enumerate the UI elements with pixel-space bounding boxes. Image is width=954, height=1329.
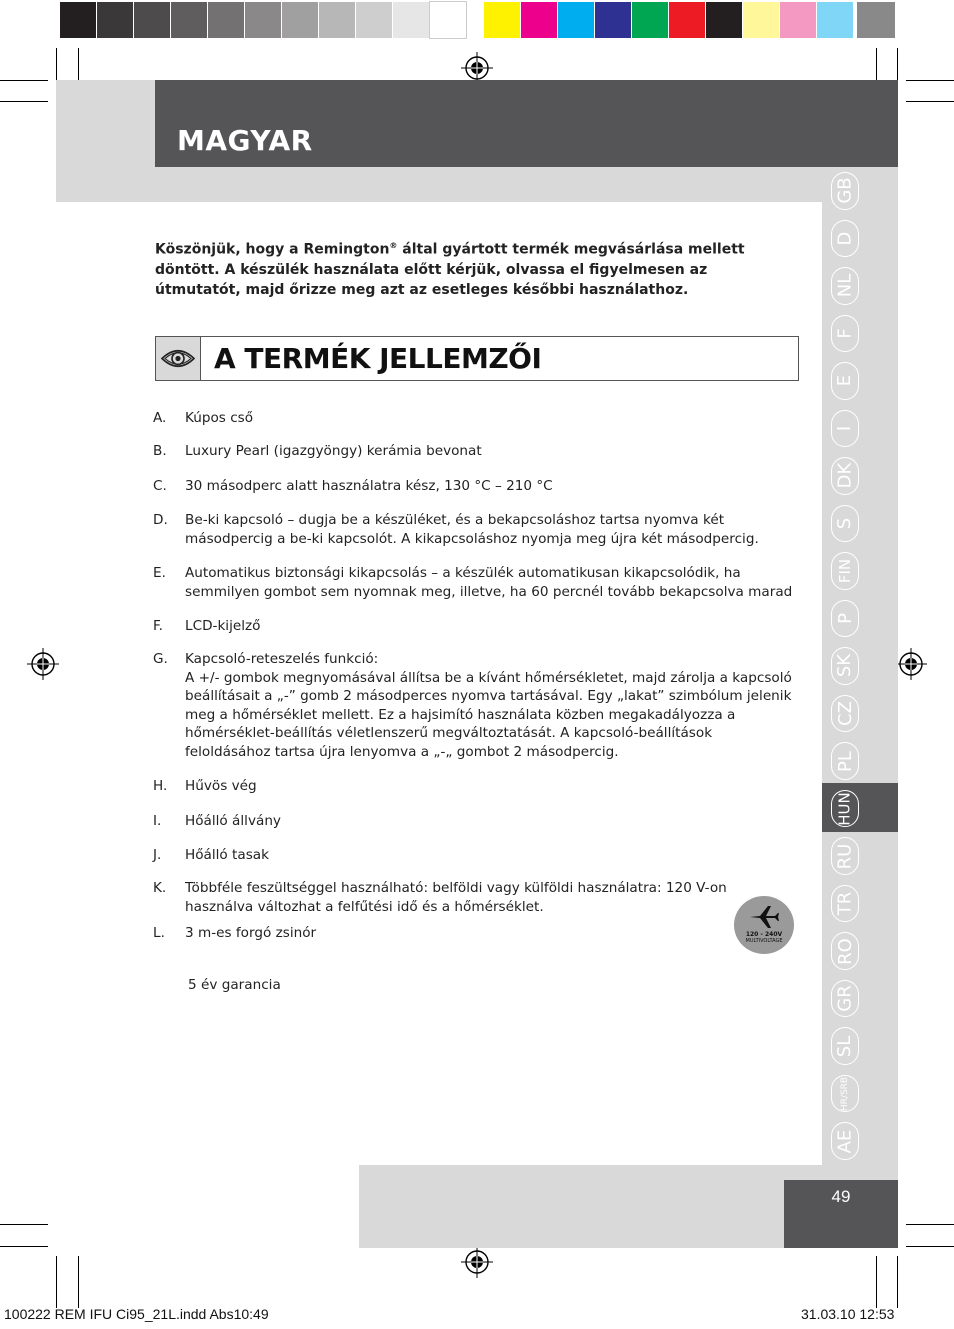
language-tab-label: RU bbox=[834, 843, 856, 869]
color-swatch bbox=[558, 2, 594, 38]
color-swatch bbox=[595, 2, 631, 38]
badge-label: MULTIVOLTAGE bbox=[745, 938, 783, 944]
section-icon-box bbox=[156, 337, 201, 380]
color-swatch bbox=[632, 2, 668, 38]
feature-item bbox=[153, 564, 793, 601]
language-tab-f[interactable] bbox=[831, 315, 859, 353]
color-swatch bbox=[521, 2, 557, 38]
feature-text: 30 másodperc alatt használatra kész, 130 °C – 210 °C bbox=[185, 478, 553, 494]
feature-text: Hűvös vég bbox=[185, 778, 257, 794]
color-swatch bbox=[319, 2, 355, 38]
color-swatch bbox=[857, 2, 895, 38]
color-swatch bbox=[393, 2, 429, 38]
language-tab-label: HR/SRB bbox=[840, 1076, 851, 1111]
color-swatch bbox=[97, 2, 133, 38]
airplane-icon bbox=[748, 904, 780, 930]
feature-item bbox=[153, 409, 793, 428]
language-tab-label: GB bbox=[834, 177, 856, 204]
section-heading-box bbox=[155, 336, 799, 381]
language-tab-cz[interactable] bbox=[831, 695, 859, 733]
crop-mark bbox=[0, 1246, 48, 1247]
crop-mark bbox=[0, 1224, 48, 1225]
crop-mark bbox=[906, 1246, 954, 1247]
language-tab-label: F bbox=[834, 328, 856, 339]
language-tab-nl[interactable] bbox=[831, 267, 859, 305]
language-tab-label: SK bbox=[834, 654, 856, 678]
feature-item bbox=[153, 617, 793, 636]
feature-text: Többféle feszültséggel használható: belföldi vagy külföldi használatra: 120 V-on használva változhat a felfűtési idő és a hőmérséklet. bbox=[185, 880, 727, 915]
feature-text: Hőálló állvány bbox=[185, 813, 281, 829]
crop-mark bbox=[0, 101, 48, 102]
intro-text-part2: által gyártott termék megvásárlása mellett döntött. A készülék használata előtt kérjük, olvassa el figyelmesen az útmutatót, majd őrizze meg azt az esetleges későbbi használathoz. bbox=[155, 241, 745, 298]
language-tab-fin[interactable] bbox=[831, 552, 859, 590]
crop-mark bbox=[906, 80, 954, 81]
language-tab-label: DK bbox=[834, 463, 856, 489]
language-tab-i[interactable] bbox=[831, 410, 859, 448]
language-tab-s[interactable] bbox=[831, 505, 859, 543]
section-title: A TERMÉK JELLEMZŐI bbox=[214, 342, 542, 375]
feature-letter: H. bbox=[153, 778, 168, 794]
feature-text: Hőálló tasak bbox=[185, 847, 270, 863]
language-tab-sl[interactable] bbox=[831, 1027, 859, 1065]
language-tab-ro[interactable] bbox=[831, 932, 859, 970]
feature-letter: E. bbox=[153, 565, 166, 581]
page-number-box bbox=[784, 1180, 898, 1248]
crop-mark bbox=[897, 1256, 898, 1308]
feature-text: Be-ki kapcsoló – dugja be a készüléket, és a bekapcsoláshoz tartsa nyomva két másodpercig a be-ki kapcsolót. A kikapcsoláshoz nyomja meg újra két másodpercig. bbox=[185, 512, 759, 547]
feature-text: LCD-kijelző bbox=[185, 618, 261, 634]
warranty-text: 5 év garancia bbox=[188, 977, 281, 993]
language-tab-label: RO bbox=[834, 937, 856, 965]
feature-letter: C. bbox=[153, 478, 167, 494]
language-tab-label: AE bbox=[834, 1129, 856, 1154]
color-swatch bbox=[60, 2, 96, 38]
color-swatch bbox=[430, 2, 466, 38]
language-tab-label: E bbox=[834, 375, 856, 387]
feature-letter: F. bbox=[153, 618, 163, 634]
crop-mark bbox=[906, 1224, 954, 1225]
color-swatch bbox=[356, 2, 392, 38]
color-swatch bbox=[484, 2, 520, 38]
page-number: 49 bbox=[831, 1187, 851, 1206]
feature-item bbox=[153, 846, 793, 865]
header-bar bbox=[155, 80, 898, 167]
feature-letter: D. bbox=[153, 512, 168, 528]
language-tab-hr-srb[interactable] bbox=[831, 1075, 859, 1113]
language-tab-hun[interactable] bbox=[831, 790, 859, 828]
crop-mark bbox=[897, 48, 898, 80]
language-tab-gr[interactable] bbox=[831, 980, 859, 1018]
footer-date: 31.03.10 12:53 bbox=[801, 1306, 895, 1322]
feature-letter: G. bbox=[153, 651, 168, 667]
crop-mark bbox=[876, 1256, 877, 1308]
feature-item bbox=[153, 650, 793, 761]
crop-mark bbox=[78, 1256, 79, 1308]
intro-text-part1: Köszönjük, hogy a Remington bbox=[155, 241, 390, 258]
feature-text: Kapcsoló-reteszelés funkció: bbox=[185, 651, 379, 667]
feature-item bbox=[153, 812, 793, 831]
feature-text: Kúpos cső bbox=[185, 410, 254, 426]
language-tab-sk[interactable] bbox=[831, 647, 859, 685]
feature-text: Luxury Pearl (igazgyöngy) kerámia bevonat bbox=[185, 443, 482, 459]
feature-letter: L. bbox=[153, 925, 165, 941]
registration-mark-icon bbox=[461, 1246, 493, 1278]
language-tab-label: CZ bbox=[834, 701, 856, 726]
color-swatch bbox=[208, 2, 244, 38]
color-swatch bbox=[780, 2, 816, 38]
crop-mark bbox=[876, 48, 877, 80]
language-tab-label: SL bbox=[834, 1035, 856, 1057]
language-tab-label: HUN bbox=[836, 791, 855, 826]
intro-text bbox=[155, 236, 755, 300]
color-swatch bbox=[706, 2, 742, 38]
feature-letter: B. bbox=[153, 443, 167, 459]
language-tab-label: PL bbox=[834, 750, 856, 772]
color-swatch bbox=[669, 2, 705, 38]
crop-mark bbox=[0, 80, 48, 81]
feature-item bbox=[153, 879, 793, 916]
registration-mark-icon bbox=[27, 648, 59, 680]
language-tab-label: FIN bbox=[836, 558, 854, 584]
feature-item bbox=[153, 511, 793, 548]
language-tab-label: I bbox=[834, 425, 856, 432]
language-tab-ru[interactable] bbox=[831, 837, 859, 875]
feature-letter: K. bbox=[153, 880, 167, 896]
feature-letter: I. bbox=[153, 813, 162, 829]
eye-icon bbox=[156, 337, 200, 380]
color-swatch bbox=[245, 2, 281, 38]
crop-mark bbox=[56, 1256, 57, 1308]
language-tab-p[interactable] bbox=[831, 600, 859, 638]
crop-mark bbox=[906, 101, 954, 102]
color-swatch bbox=[134, 2, 170, 38]
color-swatch bbox=[743, 2, 779, 38]
badge-voltage: 120 - 240V bbox=[745, 931, 783, 938]
feature-text-detail: A +/- gombok megnyomásával állítsa be a kívánt hőmérsékletet, majd zárolja a kapcsoló beállításait a „-” gomb 2 másodperces nyomva tartásával. Egy „lakat” szimbólum jelenik meg a hőmérséklet mellett. Ez a hajsimító használata közben megakadályozza a hőmérséklet-beállítás véletlenszerű megváltoztatását. A kapcsoló-beállítások feloldásához tartsa újra lenyomva a „-„ gombot 2 másodpercig. bbox=[185, 669, 792, 760]
feature-item bbox=[153, 477, 793, 496]
feature-item bbox=[153, 777, 793, 796]
color-swatch bbox=[282, 2, 318, 38]
language-tab-dk[interactable] bbox=[831, 457, 859, 495]
crop-mark bbox=[56, 48, 57, 80]
registration-mark-icon bbox=[895, 648, 927, 680]
color-swatch bbox=[817, 2, 853, 38]
language-tab-d[interactable] bbox=[831, 220, 859, 258]
page-title: MAGYAR bbox=[177, 124, 313, 157]
language-tab-pl[interactable] bbox=[831, 742, 859, 780]
language-tab-tr[interactable] bbox=[831, 885, 859, 923]
feature-letter: A. bbox=[153, 410, 167, 426]
language-tab-label: NL bbox=[834, 274, 856, 298]
feature-letter: J. bbox=[153, 847, 162, 863]
registered-mark: ® bbox=[389, 241, 398, 250]
feature-item bbox=[153, 924, 793, 943]
language-tab-label: TR bbox=[834, 891, 856, 916]
language-tab-label: P bbox=[834, 613, 856, 624]
multivoltage-badge bbox=[734, 896, 794, 954]
feature-item bbox=[153, 442, 793, 461]
footer-file-info: 100222 REM IFU Ci95_21L.indd Abs10:49 bbox=[4, 1306, 269, 1322]
language-tab-label: GR bbox=[834, 985, 856, 1012]
feature-text: 3 m-es forgó zsinór bbox=[185, 925, 317, 941]
crop-mark bbox=[78, 48, 79, 80]
language-tab-label: D bbox=[834, 231, 856, 246]
language-tab-e[interactable] bbox=[831, 362, 859, 400]
color-swatch bbox=[171, 2, 207, 38]
language-tab-gb[interactable] bbox=[831, 172, 859, 210]
language-tab-ae[interactable] bbox=[831, 1122, 859, 1160]
language-tab-label: S bbox=[834, 517, 856, 530]
language-tabs bbox=[822, 167, 868, 1165]
feature-text: Automatikus biztonsági kikapcsolás – a készülék automatikusan kikapcsolódik, ha semmilyen gombot sem nyomnak meg, illetve, ha 60 percnél tovább bekapcsolva marad bbox=[185, 565, 793, 600]
